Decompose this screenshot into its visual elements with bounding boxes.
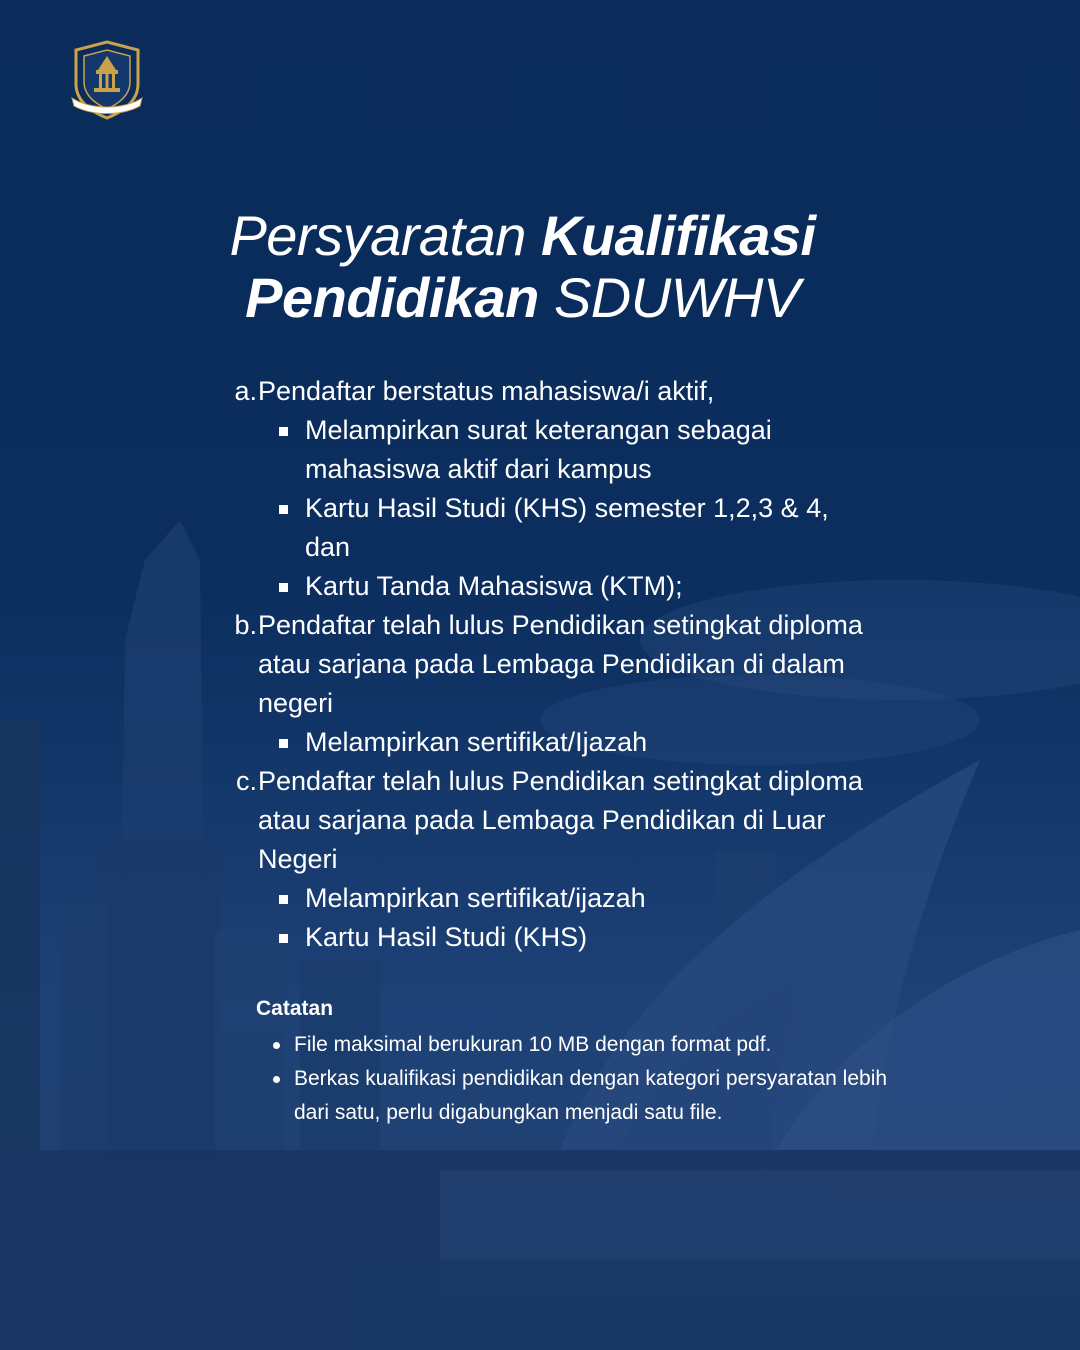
requirement-b-subitems <box>275 723 868 762</box>
subitem-text: Kartu Hasil Studi (KHS) <box>305 922 588 952</box>
note-item <box>256 1028 916 1062</box>
square-bullet-icon <box>275 411 305 450</box>
square-bullet-icon <box>275 567 305 606</box>
subitem <box>275 723 868 762</box>
square-bullet-icon <box>275 489 305 528</box>
subitem <box>275 489 868 567</box>
title-word-persyaratan: Persyaratan <box>229 204 541 267</box>
subitem <box>275 411 868 489</box>
note-text: Berkas kualifikasi pendidikan dengan kategori persyaratan lebih dari satu, perlu digabungkan menjadi satu file. <box>294 1067 888 1124</box>
requirement-text: Pendaftar berstatus mahasiswa/i aktif, <box>258 376 715 406</box>
requirement-item-a <box>228 372 868 411</box>
requirement-marker: a. <box>234 376 257 406</box>
requirement-item-c <box>228 762 868 879</box>
requirement-marker: c. <box>235 766 257 796</box>
note-item <box>256 1062 916 1130</box>
requirement-a-subitems <box>275 411 868 606</box>
title-word-pendidikan: Pendidikan <box>245 266 554 329</box>
title-line-1 <box>0 205 1045 267</box>
note-text: File maksimal berukuran 10 MB dengan format pdf. <box>294 1033 772 1056</box>
requirement-text: Pendaftar telah lulus Pendidikan setingkat diploma atau sarjana pada Lembaga Pendidikan di Luar Negeri <box>258 766 863 874</box>
square-bullet-icon <box>275 879 305 918</box>
page-title <box>0 205 1045 329</box>
title-word-sduwhv: SDUWHV <box>553 266 800 329</box>
requirements-list <box>228 372 868 957</box>
requirement-c-subitems <box>275 879 868 957</box>
square-bullet-icon <box>275 918 305 957</box>
subitem-text: Melampirkan sertifikat/Ijazah <box>305 727 648 757</box>
notes-section <box>256 992 916 1130</box>
title-line-2 <box>0 267 1045 329</box>
subitem <box>275 879 868 918</box>
subitem-text: Melampirkan surat keterangan sebagai mahasiswa aktif dari kampus <box>305 415 772 484</box>
dot-bullet-icon <box>256 1062 294 1096</box>
square-bullet-icon <box>275 723 305 762</box>
requirement-marker: b. <box>234 610 257 640</box>
subitem <box>275 567 868 606</box>
dot-bullet-icon <box>256 1028 294 1062</box>
requirement-item-b <box>228 606 868 723</box>
imigrasi-emblem-logo <box>70 40 144 120</box>
subitem-text: Melampirkan sertifikat/ijazah <box>305 883 646 913</box>
subitem-text: Kartu Hasil Studi (KHS) semester 1,2,3 & 4, dan <box>305 493 829 562</box>
subitem-text: Kartu Tanda Mahasiswa (KTM); <box>305 571 683 601</box>
subitem <box>275 918 868 957</box>
notes-title: Catatan <box>256 997 334 1020</box>
requirement-text: Pendaftar telah lulus Pendidikan setingkat diploma atau sarjana pada Lembaga Pendidikan di dalam negeri <box>258 610 863 718</box>
title-word-kualifikasi: Kualifikasi <box>540 204 816 267</box>
